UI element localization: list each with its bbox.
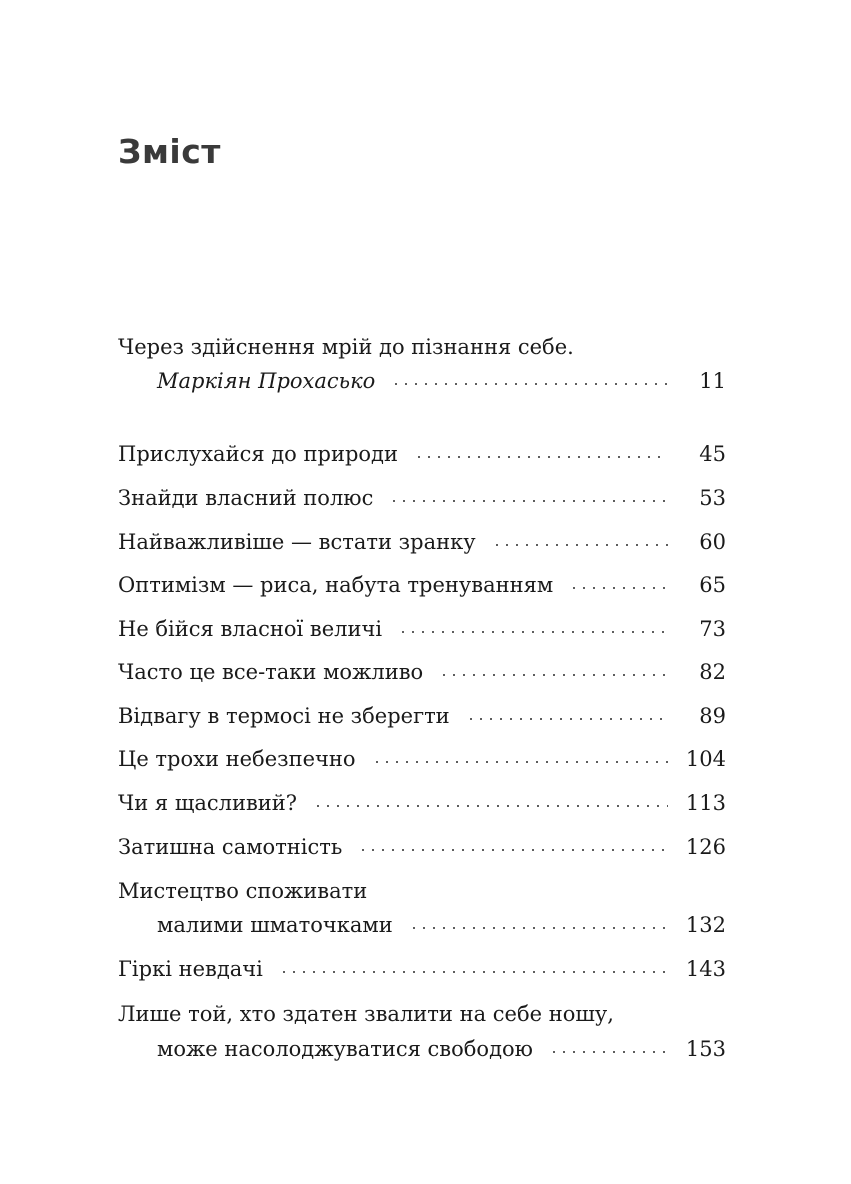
- toc-entry-6: [118, 655, 726, 689]
- dot-leader: [569, 587, 668, 589]
- toc-entry-title: Мистецтво споживати: [118, 879, 368, 903]
- toc-page-number: 11: [699, 369, 726, 393]
- toc-entry-0-line1: [118, 330, 726, 364]
- toc-entry-title: Знайди власний полюс: [118, 486, 374, 510]
- toc-page-number: 132: [685, 913, 726, 937]
- toc-entry-5: [118, 612, 726, 646]
- toc-entry-11-line1: [118, 874, 726, 908]
- toc-entry-0: [157, 364, 726, 398]
- page-title: Зміст: [118, 132, 221, 171]
- toc-entry-1: [118, 437, 726, 471]
- dot-leader: [279, 971, 668, 973]
- toc-page-number: 65: [699, 573, 726, 597]
- toc-entry-title: Не бійся власної величі: [118, 617, 383, 641]
- dot-leader: [439, 674, 668, 676]
- toc-entry-title: Чи я щасливий?: [118, 791, 298, 815]
- dot-leader: [409, 927, 668, 929]
- toc-page-number: 104: [685, 747, 726, 771]
- toc-page-number: 60: [699, 530, 726, 554]
- toc-page-number: 126: [685, 835, 726, 859]
- toc-page-number: 89: [699, 704, 726, 728]
- toc-page-number: 153: [685, 1037, 726, 1061]
- toc-entry-title-cont: малими шматочками: [157, 913, 393, 937]
- toc-entry-title: Через здійснення мрій до пізнання себе.: [118, 335, 574, 359]
- dot-leader: [492, 544, 668, 546]
- toc-entry-title: Часто це все-таки можливо: [118, 660, 424, 684]
- toc-entry-title: Затишна самотність: [118, 835, 343, 859]
- dot-leader: [389, 500, 668, 502]
- toc-entry-title: Прислухайся до природи: [118, 442, 398, 466]
- toc-entry-10: [118, 830, 726, 864]
- toc-entry-12: [118, 952, 726, 986]
- toc-entry-title: Відвагу в термосі не зберегти: [118, 704, 450, 728]
- dot-leader: [398, 631, 668, 633]
- toc-entry-11: [157, 908, 726, 942]
- toc-entry-2: [118, 481, 726, 515]
- toc-entry-8: [118, 742, 726, 776]
- dot-leader: [313, 805, 668, 807]
- toc-page-number: 53: [699, 486, 726, 510]
- dot-leader: [372, 761, 668, 763]
- toc-entry-4: [118, 568, 726, 602]
- toc-entry-title: Лише той, хто здатен звалити на себе ношу,: [118, 1002, 614, 1026]
- toc-entry-7: [118, 699, 726, 733]
- toc-entry-title-cont: може насолоджуватися свободою: [157, 1037, 533, 1061]
- toc-entry-title: Гіркі невдачі: [118, 957, 263, 981]
- toc-entry-title: Це трохи небезпечно: [118, 747, 356, 771]
- toc-page-number: 45: [699, 442, 726, 466]
- toc-entry-title: Оптимізм — риса, набута тренуванням: [118, 573, 554, 597]
- dot-leader: [549, 1051, 668, 1053]
- dot-leader: [414, 456, 668, 458]
- toc-page-number: 143: [685, 957, 726, 981]
- toc-page-number: 113: [685, 791, 726, 815]
- toc-entry-13: [157, 1032, 726, 1066]
- dot-leader: [358, 849, 668, 851]
- toc-entry-9: [118, 786, 726, 820]
- dot-leader: [391, 383, 668, 385]
- toc-page-number: 82: [699, 660, 726, 684]
- toc-entry-3: [118, 525, 726, 559]
- dot-leader: [466, 718, 668, 720]
- toc-page-number: 73: [699, 617, 726, 641]
- toc-entry-author: Маркіян Прохасько: [157, 369, 376, 393]
- toc-entry-13-line1: [118, 997, 726, 1031]
- toc-entry-title: Найважливіше — встати зранку: [118, 530, 476, 554]
